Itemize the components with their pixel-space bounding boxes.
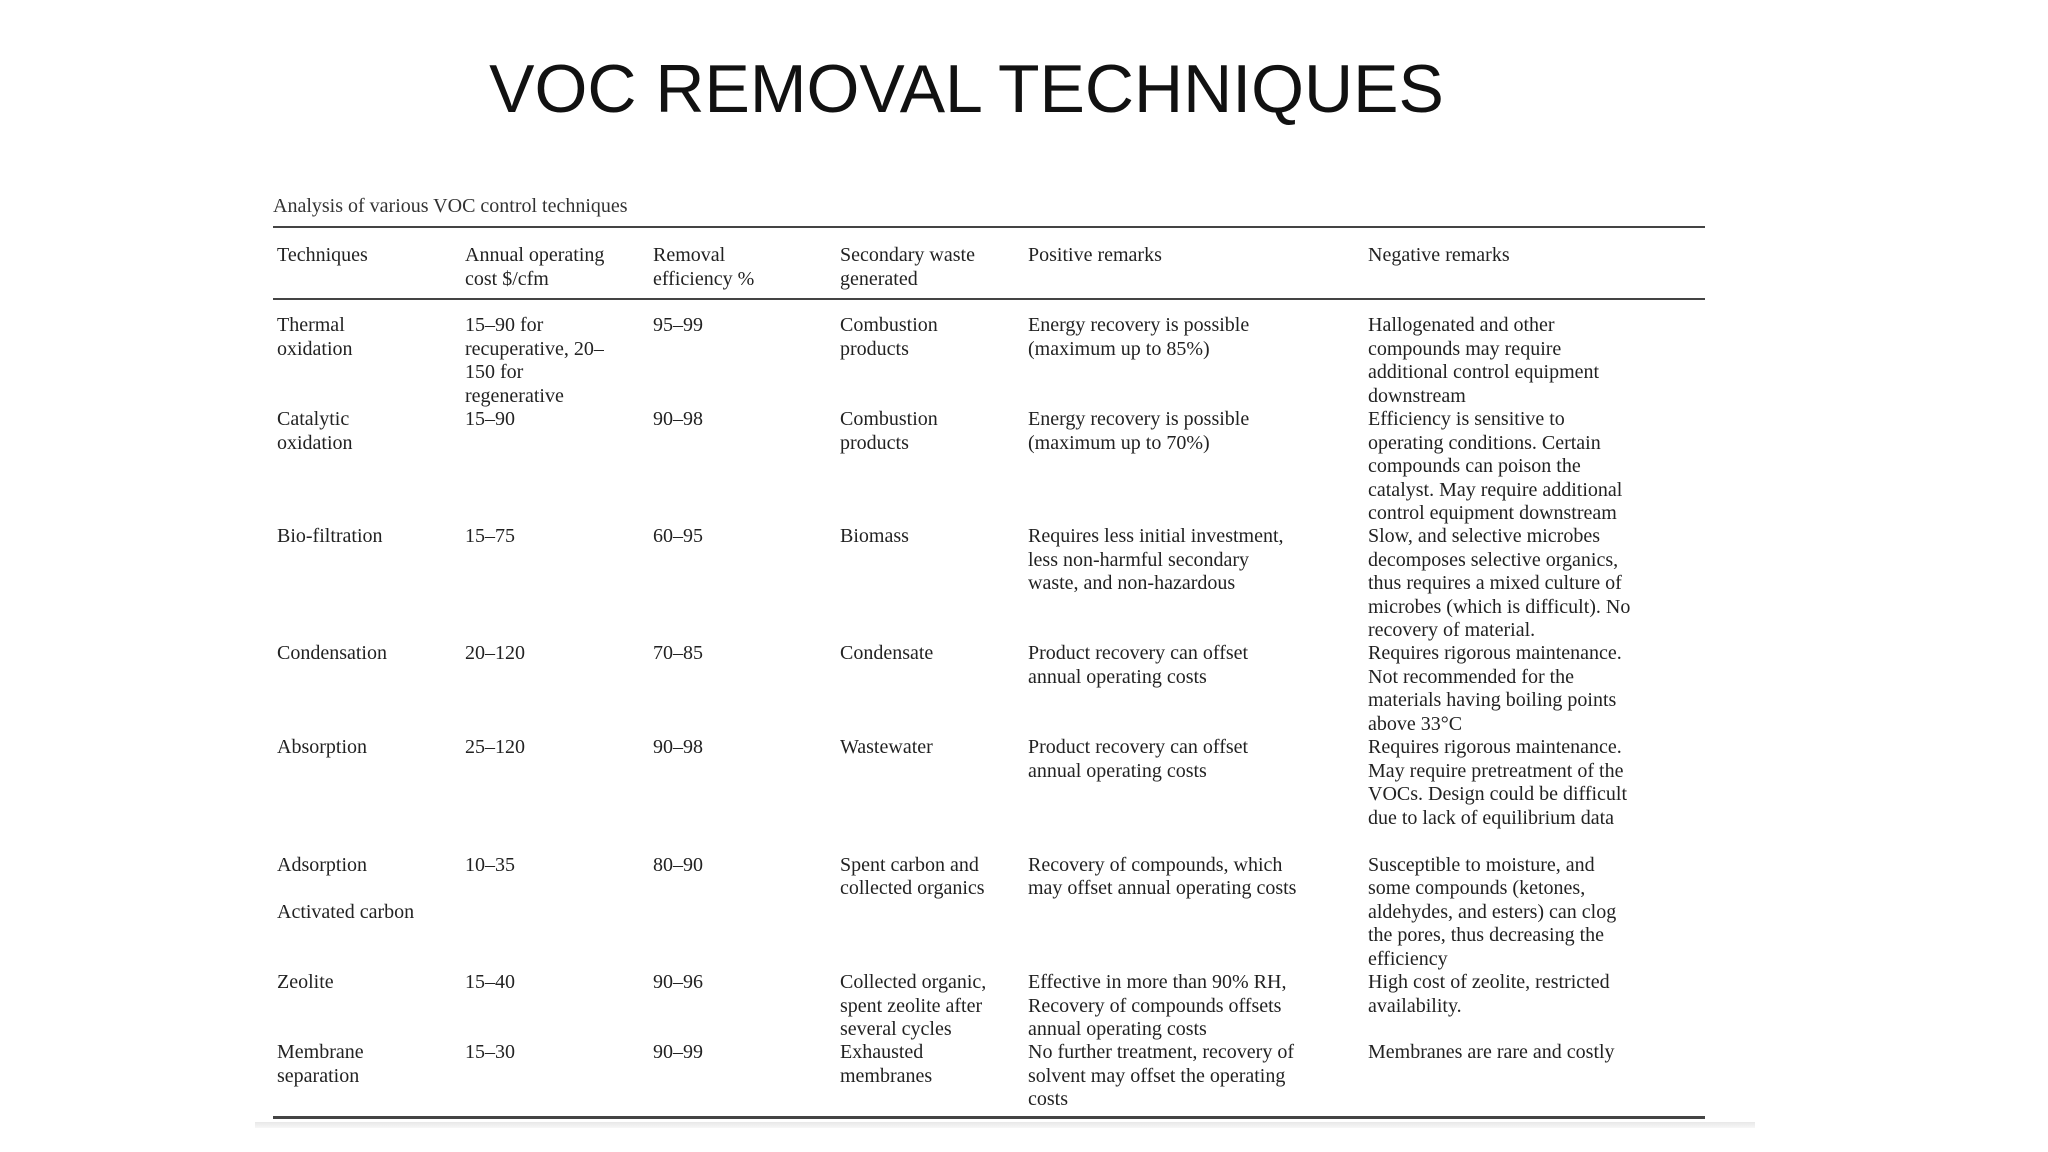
cell-positive: Energy recovery is possible (maximum up to 70%): [1028, 408, 1250, 454]
header-annual-cost: Annual operating cost $/cfm: [465, 244, 605, 290]
cell-cost: 25–120: [465, 736, 525, 758]
efficiency-value: 80–90: [653, 853, 703, 876]
cell-cost: 15–75: [465, 525, 515, 547]
cell-cost: 15–90 for recuperative, 20– 150 for regenerative: [465, 314, 604, 407]
cell-positive: Product recovery can offset annual operating costs: [1028, 736, 1249, 782]
table-caption: Analysis of various VOC control techniques: [273, 195, 628, 217]
cell-cost: 20–120: [465, 642, 525, 664]
cell-positive: [1024, 830, 1364, 971]
table-row: [273, 971, 1705, 1041]
cell-efficiency: 90–98: [653, 736, 703, 758]
table-row: [273, 314, 1705, 408]
table-header-row: [273, 228, 1705, 298]
table-bottom-rule: [273, 1116, 1705, 1119]
cell-waste: Condensate: [840, 642, 934, 664]
cell-efficiency: 90–99: [653, 1041, 703, 1063]
cell-positive: No further treatment, recovery of solvent may offset the operating costs: [1028, 1041, 1294, 1110]
table-body: [273, 300, 1705, 1111]
cell-efficiency: [649, 830, 836, 971]
cell-technique: Catalytic oxidation: [277, 408, 353, 454]
voc-table: [273, 226, 1705, 1119]
waste-value: Spent carbon and collected organics: [840, 853, 985, 899]
cell-technique: Thermal oxidation: [277, 314, 353, 360]
header-techniques: Techniques: [277, 244, 368, 266]
group-label-adsorption: Adsorption: [277, 853, 367, 876]
cell-efficiency: 70–85: [653, 642, 703, 664]
header-removal-efficiency: Removal efficiency %: [653, 244, 755, 290]
cell-negative: Hallogenated and other compounds may require additional control equipment downstream: [1368, 314, 1600, 407]
cell-positive: Requires less initial investment, less non-harmful secondary waste, and non-hazardous: [1028, 525, 1284, 594]
table-row: [273, 642, 1705, 736]
slide-title: VOC REMOVAL TECHNIQUES: [489, 51, 1444, 127]
negative-value: Susceptible to moisture, and some compounds (ketones, aldehydes, and esters) can clog the pores, thus decreasing the efficiency: [1368, 853, 1617, 970]
header-positive-remarks: Positive remarks: [1028, 244, 1162, 266]
cell-negative: Membranes are rare and costly: [1368, 1041, 1615, 1063]
positive-value: Recovery of compounds, which may offset annual operating costs: [1028, 853, 1297, 899]
cell-negative: Slow, and selective microbes decomposes selective organics, thus requires a mixed culture of microbes (which is difficult). No recovery of material.: [1368, 525, 1631, 641]
cell-technique: Absorption: [277, 736, 367, 758]
cell-efficiency: 95–99: [653, 314, 703, 336]
cell-technique: [273, 830, 461, 971]
cell-efficiency: 90–96: [653, 971, 703, 993]
cell-efficiency: 90–98: [653, 408, 703, 430]
table-row: [273, 525, 1705, 642]
technique-label: Activated carbon: [277, 900, 415, 923]
cell-waste: Exhausted membranes: [840, 1041, 933, 1087]
cell-positive: Effective in more than 90% RH, Recovery of compounds offsets annual operating costs: [1028, 971, 1287, 1040]
header-secondary-waste: Secondary waste generated: [840, 244, 975, 290]
cell-cost: 15–40: [465, 971, 515, 993]
cell-technique: Membrane separation: [277, 1041, 364, 1087]
table-row: [273, 830, 1705, 971]
cell-waste: Combustion products: [840, 408, 938, 454]
table-row: [273, 408, 1705, 525]
cell-waste: Biomass: [840, 525, 909, 547]
cell-waste: Wastewater: [840, 736, 933, 758]
cell-technique: Zeolite: [277, 971, 334, 993]
table-row: [273, 1041, 1705, 1111]
cell-cost: 15–30: [465, 1041, 515, 1063]
cell-negative: Requires rigorous maintenance. May require pretreatment of the VOCs. Design could be difficult due to lack of equilibrium data: [1368, 736, 1628, 829]
cell-negative: Efficiency is sensitive to operating conditions. Certain compounds can poison the catalyst. May require additional control equipment downstream: [1368, 408, 1623, 524]
cell-technique: Bio-filtration: [277, 525, 383, 547]
cell-cost: [461, 830, 649, 971]
cell-positive: Product recovery can offset annual operating costs: [1028, 642, 1249, 688]
cell-positive: Energy recovery is possible (maximum up to 85%): [1028, 314, 1250, 360]
cell-efficiency: 60–95: [653, 525, 703, 547]
cost-value: 10–35: [465, 853, 515, 876]
cell-waste: Combustion products: [840, 314, 938, 360]
scan-edge-shadow: [255, 1122, 1755, 1128]
table-row: [273, 736, 1705, 830]
cell-negative: High cost of zeolite, restricted availability.: [1368, 971, 1610, 1017]
cell-negative: Requires rigorous maintenance. Not recommended for the materials having boiling points above 33°C: [1368, 642, 1622, 735]
cell-technique: Condensation: [277, 642, 387, 664]
cell-negative: [1364, 830, 1705, 971]
header-negative-remarks: Negative remarks: [1368, 244, 1510, 266]
cell-waste: Collected organic, spent zeolite after several cycles: [840, 971, 987, 1040]
cell-cost: 15–90: [465, 408, 515, 430]
cell-waste: [836, 830, 1024, 971]
